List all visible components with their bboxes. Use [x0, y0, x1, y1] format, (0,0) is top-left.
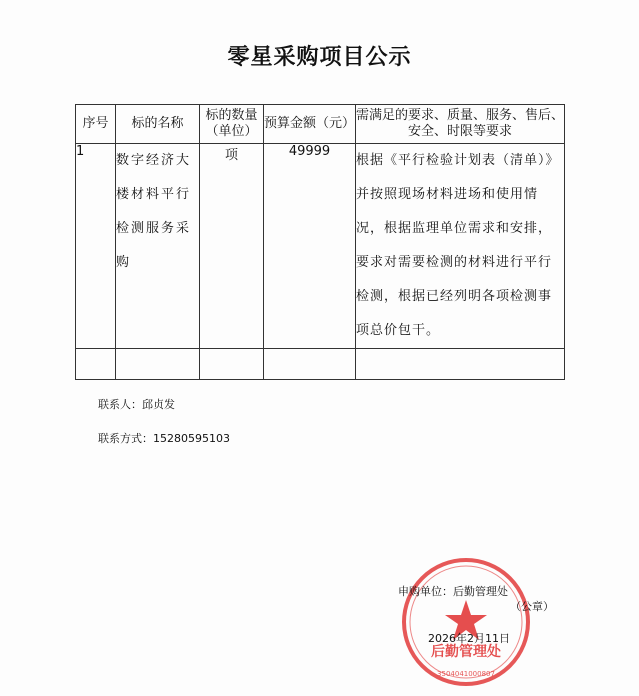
header-name: 标的名称	[116, 105, 200, 144]
empty-cell	[76, 349, 116, 380]
cell-requirements: 根据《平行检验计划表（清单）》并按照现场材料进场和使用情况，根据监理单位需求和安排，要求对需要检测的材料进行平行检测，根据已经列明各项检测事项总价包干。	[356, 144, 565, 349]
applicant	[398, 583, 508, 599]
header-index: 序号	[76, 105, 116, 144]
issue-date: 2026年2月11日	[428, 632, 510, 645]
header-requirements	[356, 105, 565, 144]
empty-cell	[264, 349, 356, 380]
empty-cell	[116, 349, 200, 380]
applicant-label: 申购单位：	[398, 585, 453, 598]
empty-cell	[356, 349, 565, 380]
contact-person	[98, 396, 175, 412]
procurement-table	[75, 104, 565, 380]
header-unit	[200, 105, 264, 144]
cell-unit: 项	[200, 144, 264, 349]
contact-phone	[98, 430, 230, 446]
contact-phone-number: 15280595103	[153, 432, 230, 445]
header-unit-line2: （单位）	[205, 124, 258, 139]
header-unit-line1: 标的数量	[205, 108, 258, 123]
contact-person-label: 联系人：	[98, 398, 142, 411]
cell-name: 数字经济大楼材料平行检测服务采购	[116, 144, 200, 349]
header-budget: 预算金额（元）	[264, 105, 356, 144]
cell-index: 1	[76, 144, 116, 349]
document-title: 零星采购项目公示	[227, 45, 412, 70]
seal-note: （公章）	[510, 600, 554, 613]
official-seal-stamp	[400, 552, 532, 692]
contact-person-name: 邱贞发	[142, 398, 175, 411]
table-row-empty	[76, 349, 565, 380]
table-header-row	[76, 105, 565, 144]
header-req-line1: 需满足的要求、质量、服务、售后、	[356, 108, 565, 123]
svg-text:后勤管理处: 后勤管理处	[431, 644, 501, 660]
contact-phone-label: 联系方式：	[98, 432, 153, 445]
svg-text:3504041000807: 3504041000807	[437, 670, 495, 678]
header-req-line2: 安全、时限等要求	[407, 124, 512, 139]
table-row	[76, 144, 565, 349]
applicant-value: 后勤管理处	[453, 585, 508, 598]
empty-cell	[200, 349, 264, 380]
cell-budget: 49999	[264, 144, 356, 349]
